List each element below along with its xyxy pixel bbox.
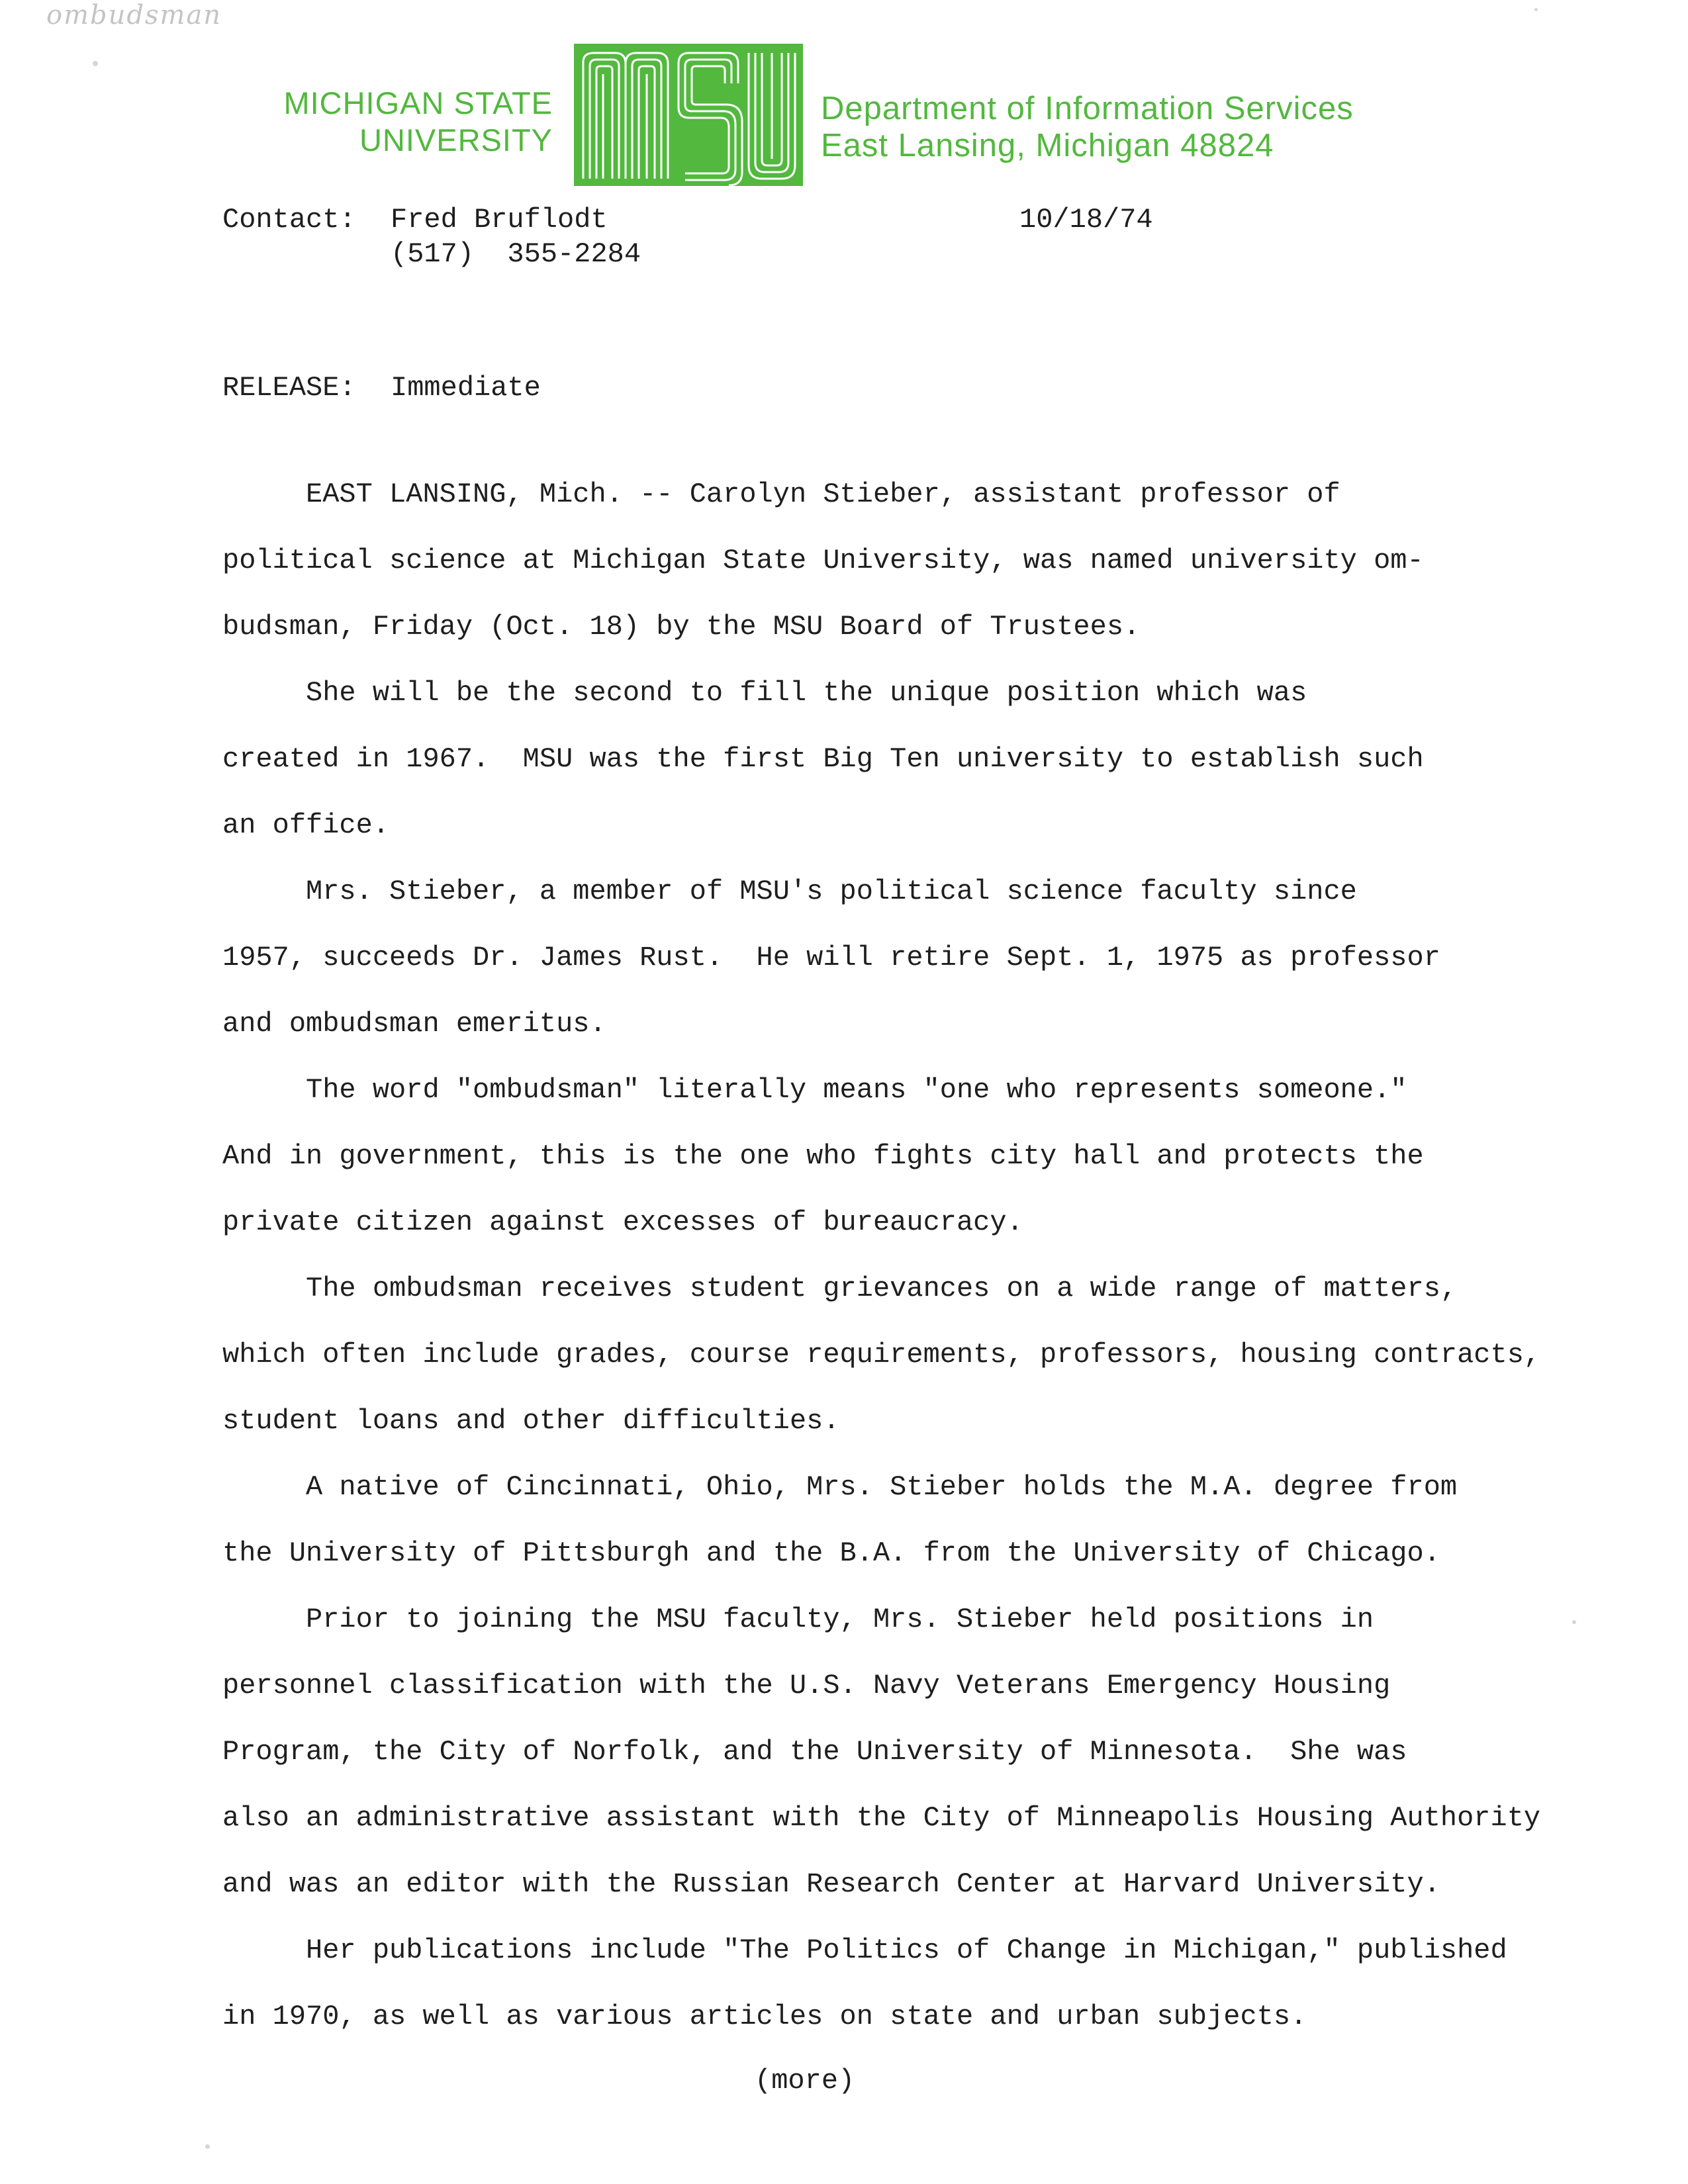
paper-speck: [205, 2144, 210, 2149]
body-line: also an administrative assistant with the City of Minneapolis Housing Authority: [222, 1802, 1541, 1834]
body-line: personnel classification with the U.S. Navy Veterans Emergency Housing: [222, 1670, 1391, 1702]
release-body: [222, 461, 1546, 2050]
university-name-line2: UNIVERSITY: [359, 122, 553, 158]
paper-speck: [93, 61, 98, 66]
body-line: Program, the City of Norfolk, and the University of Minnesota. She was: [222, 1736, 1407, 1768]
body-line: private citizen against excesses of bureaucracy.: [222, 1206, 1023, 1238]
body-line: budsman, Friday (Oct. 18) by the MSU Board of Trustees.: [222, 611, 1141, 643]
body-line: Prior to joining the MSU faculty, Mrs. Stieber held positions in: [222, 1604, 1374, 1635]
contact-name: Fred Bruflodt: [391, 204, 608, 236]
department-address: [821, 90, 1354, 164]
body-line: in 1970, as well as various articles on state and urban subjects.: [222, 2001, 1307, 2032]
body-line: an office.: [222, 809, 390, 841]
university-name: [218, 85, 553, 159]
msu-logo: [574, 44, 803, 186]
university-name-line1: MICHIGAN STATE: [283, 85, 553, 120]
contact-label: Contact:: [222, 204, 356, 236]
body-line: and was an editor with the Russian Research Center at Harvard University.: [222, 1868, 1440, 1900]
release-date: 10/18/74: [1019, 204, 1153, 236]
body-line: The word "ombudsman" literally means "one who represents someone.": [222, 1074, 1407, 1106]
body-line: the University of Pittsburgh and the B.A. from the University of Chicago.: [222, 1537, 1440, 1569]
continued-marker: (more): [755, 2065, 855, 2097]
body-line: The ombudsman receives student grievances on a wide range of matters,: [222, 1273, 1458, 1304]
body-line: and ombudsman emeritus.: [222, 1008, 606, 1040]
body-line: 1957, succeeds Dr. James Rust. He will retire Sept. 1, 1975 as professor: [222, 942, 1440, 974]
body-line: Her publications include "The Politics of Change in Michigan," published: [222, 1934, 1507, 1966]
paper-speck: [1534, 8, 1538, 11]
handwritten-annotation: ombudsman: [46, 0, 222, 30]
body-line: Mrs. Stieber, a member of MSU's political science faculty since: [222, 876, 1357, 907]
department-name: Department of Information Services: [821, 91, 1354, 126]
body-line: which often include grades, course requirements, professors, housing contracts,: [222, 1339, 1541, 1371]
body-line: And in government, this is the one who fights city hall and protects the: [222, 1140, 1424, 1172]
body-line: political science at Michigan State University, was named university om-: [222, 545, 1424, 576]
release-value: Immediate: [391, 372, 541, 404]
body-line: She will be the second to fill the unique position which was: [222, 677, 1307, 709]
body-line: created in 1967. MSU was the first Big Ten university to establish such: [222, 743, 1424, 775]
release-label: RELEASE:: [222, 372, 356, 404]
body-line: student loans and other difficulties.: [222, 1405, 840, 1437]
body-line: A native of Cincinnati, Ohio, Mrs. Stieber holds the M.A. degree from: [222, 1471, 1458, 1503]
body-line: EAST LANSING, Mich. -- Carolyn Stieber, assistant professor of: [222, 478, 1340, 510]
contact-phone: (517) 355-2284: [391, 238, 641, 270]
department-city: East Lansing, Michigan 48824: [821, 128, 1274, 163]
paper-speck: [1572, 1620, 1576, 1624]
